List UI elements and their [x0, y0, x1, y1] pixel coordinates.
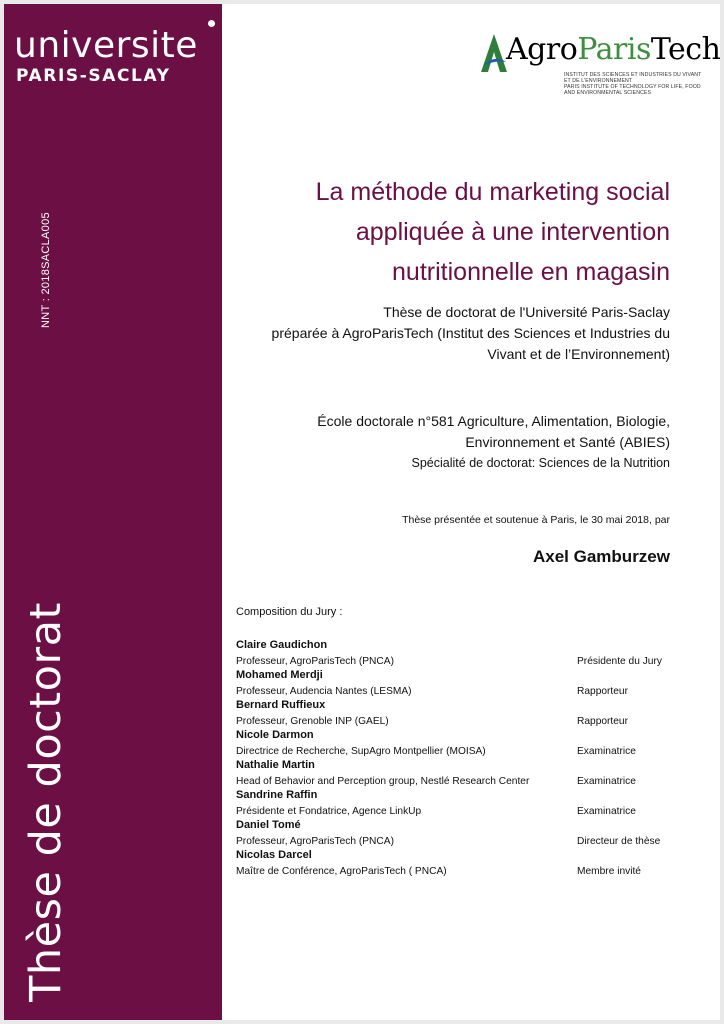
jury-member-name: Sandrine Raffin	[236, 789, 318, 801]
jury-member-name: Nicole Darmon	[236, 729, 314, 741]
jury-member-affiliation: Head of Behavior and Perception group, Nestlé Research Center	[236, 776, 530, 787]
jury-member-role: Examinatrice	[577, 776, 636, 787]
jury-member	[236, 639, 686, 669]
jury-member-name: Mohamed Merdji	[236, 669, 323, 681]
jury-member-role: Examinatrice	[577, 746, 636, 757]
thesis-subtitle: Thèse de doctorat de l'Université Paris-Saclay préparée à AgroParisTech (Institut des Sciences et Industries du Vivant et de l’Environnement)	[271, 304, 670, 362]
agroparistech-tagline: INSTITUT DES SCIENCES ET INDUSTRIES DU VIVANT ET DE L'ENVIRONNEMENT PARIS INSTITUTE OF TECHNOLOGY FOR LIFE, FOOD AND ENVIRONMENTAL SCIENCES	[564, 72, 702, 96]
jury-member	[236, 729, 686, 759]
university-name: universite	[14, 25, 198, 66]
jury-list	[236, 639, 686, 879]
agroparistech-wordmark: AgroParisTech	[506, 32, 720, 67]
jury-member-role: Présidente du Jury	[577, 656, 662, 667]
author-name: Axel Gamburzew	[533, 547, 670, 566]
jury-member-affiliation: Professeur, Audencia Nantes (LESMA)	[236, 686, 412, 697]
jury-member-role: Membre invité	[577, 866, 641, 877]
speciality: Spécialité de doctorat: Sciences de la Nutrition	[411, 456, 670, 470]
vertical-title	[20, 602, 72, 1002]
jury-member-role: Rapporteur	[577, 686, 628, 697]
jury-member-role: Examinatrice	[577, 806, 636, 817]
jury-member	[236, 759, 686, 789]
sidebar-band	[4, 4, 222, 1020]
jury-member-role: Directeur de thèse	[577, 836, 661, 847]
nnt-text: NNT : 2018SACLA005	[40, 212, 52, 328]
defense-statement: Thèse présentée et soutenue à Paris, le 30 mai 2018, par	[402, 514, 670, 526]
jury-member-name: Nathalie Martin	[236, 759, 315, 771]
jury-member	[236, 699, 686, 729]
jury-member-affiliation: Professeur, Grenoble INP (GAEL)	[236, 716, 389, 727]
jury-member-affiliation: Directrice de Recherche, SupAgro Montpellier (MOISA)	[236, 746, 486, 757]
jury-member	[236, 789, 686, 819]
jury-member	[236, 669, 686, 699]
nnt-label	[36, 200, 56, 340]
jury-member-name: Daniel Tomé	[236, 819, 301, 831]
thesis-title: La méthode du marketing social appliquée à une intervention nutritionnelle en magasin	[315, 178, 670, 286]
agroparistech-logo	[480, 32, 720, 96]
doctoral-school: École doctorale n°581 Agriculture, Alimentation, Biologie, Environnement et Santé (ABIES) Spécialité de doctorat: Sciences de la Nutrition	[230, 411, 670, 474]
jury-member-affiliation: Présidente et Fondatrice, Agence LinkUp	[236, 806, 422, 817]
jury-member-name: Bernard Ruffieux	[236, 699, 326, 711]
jury-member-name: Claire Gaudichon	[236, 639, 328, 651]
jury-member-role: Rapporteur	[577, 716, 628, 727]
logo-accent-mark	[207, 19, 216, 28]
jury-member-name: Nicolas Darcel	[236, 849, 312, 861]
jury-member-affiliation: Professeur, AgroParisTech (PNCA)	[236, 836, 394, 847]
jury-member-affiliation: Professeur, AgroParisTech (PNCA)	[236, 656, 394, 667]
jury-member	[236, 819, 686, 849]
jury-heading: Composition du Jury :	[236, 606, 343, 618]
university-sub: PARIS-SACLAY	[16, 66, 171, 86]
jury-member-affiliation: Maître de Conférence, AgroParisTech ( PNCA)	[236, 866, 447, 877]
jury-member	[236, 849, 686, 879]
thesis-cover-page	[4, 4, 720, 1020]
vertical-title-text: Thèse de doctorat	[21, 602, 71, 1002]
